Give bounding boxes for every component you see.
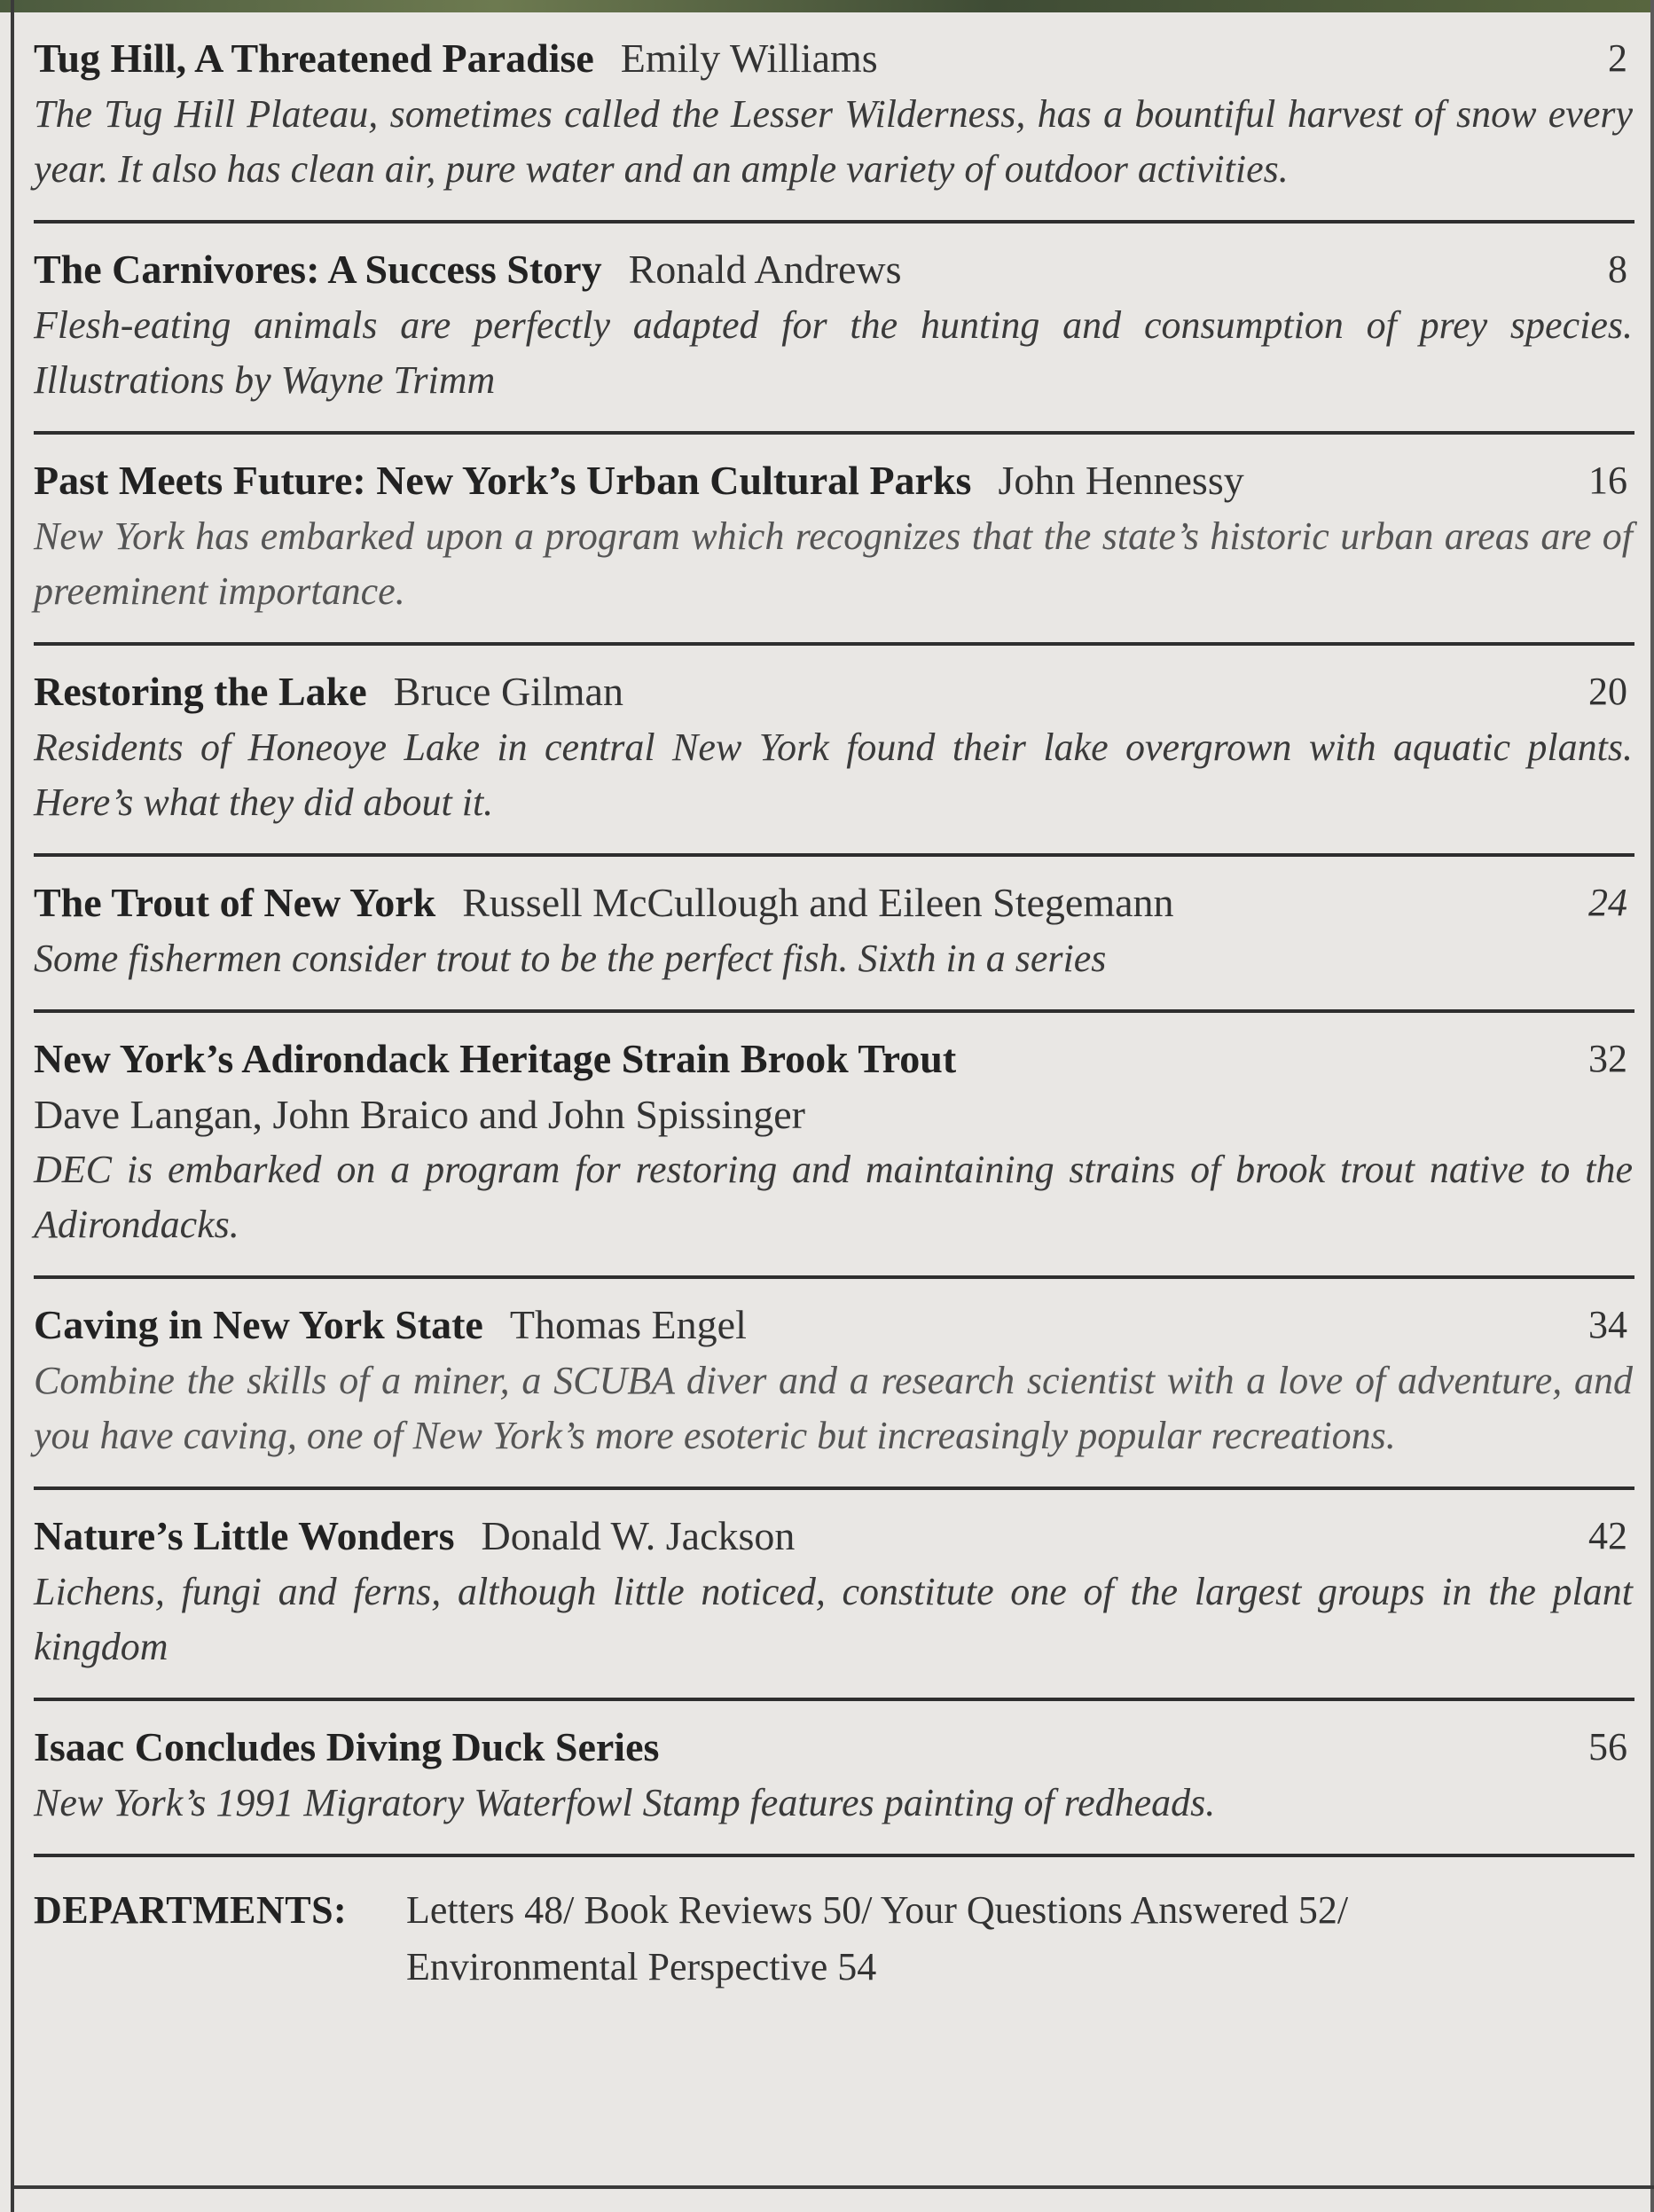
entry-heading [34,241,1634,298]
article-title[interactable]: Restoring the Lake [34,669,367,714]
article-author: John Hennessy [998,458,1244,503]
divider [34,1275,1634,1279]
entry-heading [34,1297,1634,1353]
divider [34,220,1634,224]
toc-entry[interactable] [34,864,1634,1009]
divider [34,1009,1634,1013]
divider [34,642,1634,646]
entry-heading [34,452,1634,509]
toc-entry[interactable] [34,231,1634,431]
toc-entry[interactable] [34,653,1634,853]
article-title[interactable]: Past Meets Future: New York’s Urban Cultural Parks [34,458,972,503]
article-description: Some fishermen consider trout to be the perfect fish. Sixth in a series [34,937,1107,980]
article-author: Ronald Andrews [628,247,902,292]
toc-entry[interactable] [34,1497,1634,1698]
article-description: DEC is embarked on a program for restoring and maintaining strains of brook trout native to the Adirondacks. [34,1148,1633,1246]
cover-photo-strip [0,0,1654,12]
divider [34,853,1634,857]
divider [34,1854,1634,1857]
departments-line[interactable]: Environmental Perspective 54 [406,1945,877,1988]
page-number: 32 [1588,1037,1627,1080]
article-author: Thomas Engel [509,1302,747,1347]
entry-heading [34,875,1634,931]
article-description: New York’s 1991 Migratory Waterfowl Stamp features painting of redheads. [34,1781,1216,1824]
article-title[interactable]: Tug Hill, A Threatened Paradise [34,35,594,81]
toc-entry[interactable] [34,442,1634,642]
departments-label: DEPARTMENTS: [34,1888,348,1932]
page-number: 20 [1588,670,1627,713]
departments-section [34,1864,1634,1996]
article-title[interactable]: Nature’s Little Wonders [34,1513,455,1558]
entry-heading [34,1031,1634,1087]
article-title[interactable]: Caving in New York State [34,1302,483,1347]
table-of-contents [34,20,1634,1996]
frame-right-border [1650,0,1654,2212]
entry-heading [34,1508,1634,1565]
article-description: The Tug Hill Plateau, sometimes called the Lesser Wilderness, has a bountiful harvest of snow every year. It also has clean air, pure water and an ample variety of outdoor activities. [34,92,1633,191]
article-title[interactable]: Isaac Concludes Diving Duck Series [34,1724,660,1769]
toc-entry[interactable] [34,20,1634,220]
entry-heading [34,30,1634,87]
bottom-border [11,2185,1654,2189]
article-title[interactable]: New York’s Adirondack Heritage Strain Brook Trout [34,1036,957,1081]
article-description: Residents of Honeoye Lake in central New York found their lake overgrown with aquatic plants. Here’s what they did about it. [34,726,1633,824]
article-author: Donald W. Jackson [481,1513,796,1558]
article-description: New York has embarked upon a program which recognizes that the state’s historic urban areas are of preeminent importance. [34,514,1633,613]
frame-left-border [11,0,14,2212]
page-number: 24 [1588,881,1627,924]
article-title[interactable]: The Carnivores: A Success Story [34,247,602,292]
entry-heading [34,1719,1634,1776]
article-author: Bruce Gilman [393,669,623,714]
article-author: Dave Langan, John Braico and John Spissinger [34,1092,806,1137]
article-description: Flesh-eating animals are perfectly adapted for the hunting and consumption of prey species. Illustrations by Wayne Trimm [34,303,1633,402]
page-number: 8 [1608,247,1627,291]
page-number: 42 [1588,1514,1627,1557]
entry-heading [34,663,1634,720]
page-number: 2 [1608,36,1627,80]
page-number: 16 [1588,459,1627,502]
toc-entry[interactable] [34,1020,1634,1275]
divider [34,431,1634,435]
divider [34,1698,1634,1701]
page-number: 34 [1588,1303,1627,1346]
divider [34,1486,1634,1490]
article-author: Emily Williams [620,35,878,81]
article-description: Lichens, fungi and ferns, although little noticed, constitute one of the largest groups in the plant kingdom [34,1570,1633,1668]
toc-entry[interactable] [34,1286,1634,1486]
article-description: Combine the skills of a miner, a SCUBA diver and a research scientist with a love of adventure, and you have caving, one of New York’s more esoteric but increasingly popular recreations. [34,1359,1633,1457]
departments-list [406,1882,1559,1996]
toc-entry[interactable] [34,1708,1634,1854]
departments-line[interactable]: Letters 48/ Book Reviews 50/ Your Questions Answered 52/ [406,1888,1349,1932]
article-author: Russell McCullough and Eileen Stegemann [462,880,1174,925]
page-number: 56 [1588,1725,1627,1769]
article-title[interactable]: The Trout of New York [34,880,436,925]
